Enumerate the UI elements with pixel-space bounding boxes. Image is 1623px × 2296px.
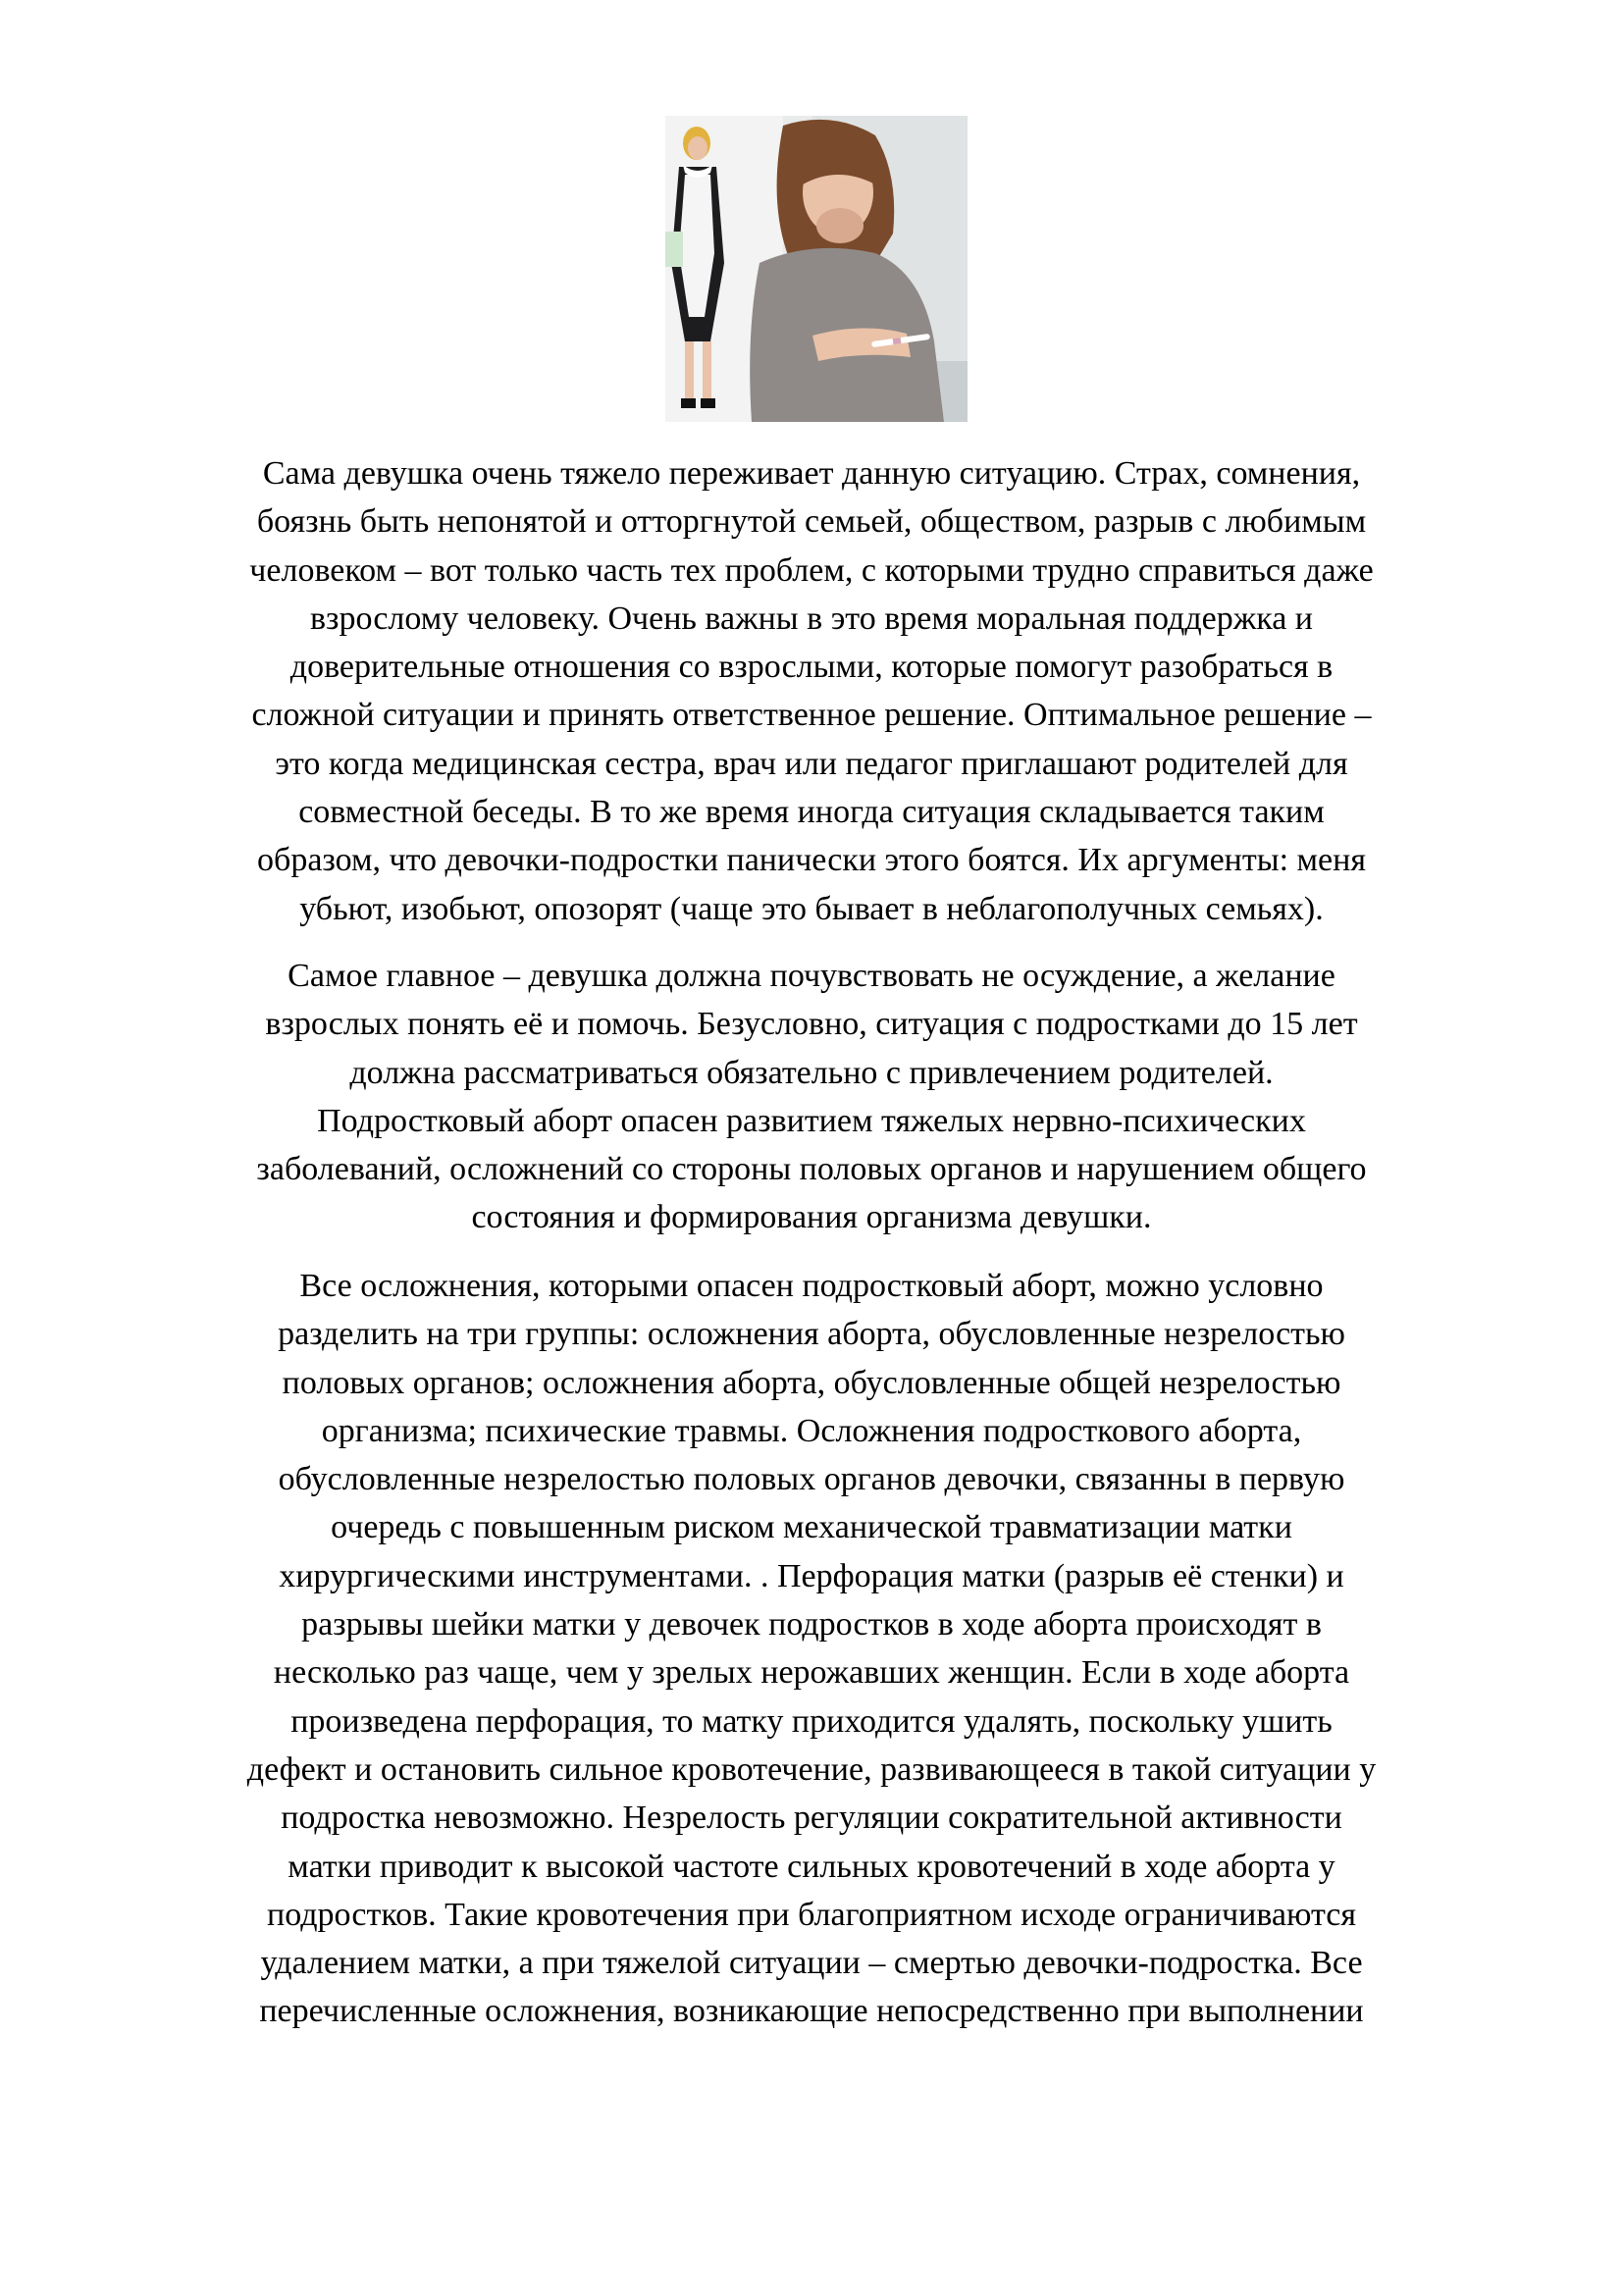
paragraph-line: должна рассматриваться обязательно с привлечением родителей.	[349, 1054, 1274, 1091]
paragraph-line: Подростковый аборт опасен развитием тяжелых нервно-психических	[317, 1102, 1306, 1139]
paragraph-line: матки приводит к высокой частоте сильных кровотечений в ходе аборта у	[288, 1848, 1335, 1885]
paragraph-line: боязнь быть непонятой и отторгнутой семьей, обществом, разрыв с любимым	[256, 503, 1367, 541]
paragraph-line: убьют, изобьют, опозорят (чаще это бывает в неблагополучных семьях).	[299, 890, 1324, 927]
paragraph-line: совместной беседы. В то же время иногда ситуация складывается таким	[298, 794, 1325, 831]
paragraph-line: разделить на три группы: осложнения аборта, обусловленные незрелостью	[278, 1316, 1345, 1353]
paragraph-line: заболеваний, осложнений со стороны половых органов и нарушением общего	[256, 1151, 1367, 1188]
paragraph-line: организма; психические травмы. Осложнения подросткового аборта,	[321, 1412, 1302, 1449]
paragraph-line: дефект и остановить сильное кровотечение, развивающееся в такой ситуации у	[246, 1750, 1377, 1788]
paragraph-line: состояния и формирования организма девушки.	[471, 1199, 1152, 1236]
paragraph-line: Самое главное – девушка должна почувствовать не осуждение, а желание	[288, 958, 1335, 994]
photo-illustration	[665, 116, 968, 422]
paragraph-line: человеком – вот только часть тех проблем, с которыми трудно справиться даже	[249, 551, 1374, 589]
paragraph-line: хирургическими инструментами. . Перфорация матки (разрыв её стенки) и	[279, 1557, 1344, 1594]
paragraph-line: образом, что девочки-подростки панически этого боятся. Их аргументы: меня	[257, 842, 1366, 879]
paragraph-line: подростка невозможно. Незрелость регуляции сократительной активности	[281, 1800, 1342, 1837]
paragraph-3	[137, 1262, 1486, 2036]
paragraph-line: удалением матки, а при тяжелой ситуации – смертью девочки-подростка. Все	[260, 1945, 1363, 1982]
paragraph-line: это когда медицинская сестра, врач или педагог приглашают родителей для	[275, 745, 1348, 782]
paragraph-line: половых органов; осложнения аборта, обусловленные общей незрелостью	[282, 1364, 1341, 1401]
paragraph-line: очередь с повышенным риском механической травматизации матки	[331, 1509, 1292, 1546]
paragraph-1	[137, 449, 1486, 933]
paragraph-2	[137, 952, 1486, 1242]
paragraph-line: подростков. Такие кровотечения при благоприятном исходе ограничиваются	[267, 1896, 1356, 1933]
article-photo	[665, 116, 968, 422]
paragraph-line: сложной ситуации и принять ответственное решение. Оптимальное решение –	[251, 697, 1372, 734]
paragraph-line: доверительные отношения со взрослыми, которые помогут разобраться в	[289, 649, 1334, 686]
paragraph-line: произведена перфорация, то матку приходится удалять, поскольку ушить	[290, 1702, 1333, 1740]
paragraph-line: несколько раз чаще, чем у зрелых нерожавших женщин. Если в ходе аборта	[273, 1654, 1350, 1692]
paragraph-line: взрослому человеку. Очень важны в это время моральная поддержка и	[309, 600, 1313, 637]
paragraph-line: Все осложнения, которыми опасен подростковый аборт, можно условно	[299, 1268, 1324, 1304]
paragraph-line: разрывы шейки матки у девочек подростков в ходе аборта происходят в	[301, 1606, 1322, 1644]
paragraph-line: взрослых понять её и помочь. Безусловно, ситуация с подростками до 15 лет	[265, 1006, 1358, 1043]
paragraph-line: перечисленные осложнения, возникающие непосредственно при выполнении	[259, 1993, 1364, 2030]
paragraph-line: обусловленные незрелостью половых органов девочки, связанны в первую	[278, 1461, 1345, 1498]
paragraph-line: Сама девушка очень тяжело переживает данную ситуацию. Страх, сомнения,	[262, 455, 1361, 492]
